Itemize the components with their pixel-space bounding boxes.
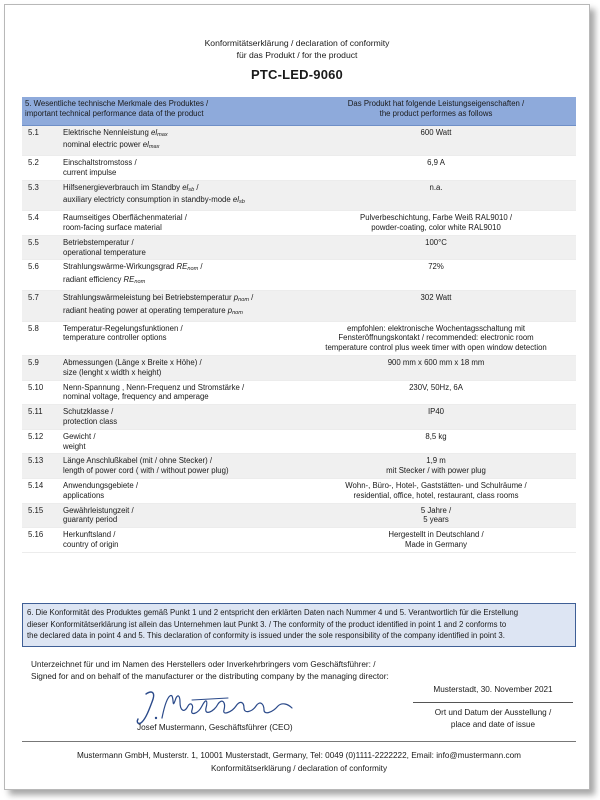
- row-label-en: weight: [63, 441, 86, 451]
- table-header-left-en: important technical performance data of the product: [25, 108, 204, 118]
- row-label: [60, 454, 296, 479]
- row-value-line: mit Stecker / with power plug: [386, 466, 486, 476]
- row-value-line: Fensteröffnungskontakt / recommended: electronic room: [338, 333, 534, 343]
- row-number: 5.15: [22, 503, 60, 528]
- row-label: [60, 380, 296, 405]
- row-number: 5.2: [22, 156, 60, 181]
- row-label: [60, 291, 296, 322]
- signed-text-en: Signed for and on behalf of the manufacturer or the distributing company by the managing director:: [31, 672, 389, 681]
- row-value-line: n.a.: [429, 182, 443, 192]
- header-subtitle-line: für das Produkt / for the product: [236, 50, 358, 60]
- row-value: [296, 156, 576, 181]
- table-row: [22, 479, 576, 504]
- row-value: [296, 454, 576, 479]
- row-label-en: temperature controller options: [63, 333, 167, 343]
- row-label-en: [63, 195, 293, 208]
- row-label-de: Gewährleistungzeit /: [63, 505, 134, 515]
- row-number: 5.9: [22, 356, 60, 381]
- signed-on-behalf-text: [31, 659, 581, 683]
- row-number: 5.7: [22, 291, 60, 322]
- row-value-line: IP40: [427, 407, 445, 417]
- table-header-left: [22, 97, 296, 125]
- row-symbol-letter: p: [233, 293, 239, 303]
- row-symbol-subscript: nom: [134, 279, 146, 286]
- row-value-line: 5 years: [423, 515, 449, 525]
- row-symbol-letter: el: [182, 182, 189, 192]
- row-value-line: 100°C: [425, 237, 447, 247]
- row-label-de: Anwendungsgebiete /: [63, 481, 138, 491]
- row-value-line: Wohn-, Büro-, Hotel-, Gaststätten- und Schulräume /: [345, 481, 527, 491]
- table-header-right-de: Das Produkt hat folgende Leistungseigenschaften /: [347, 99, 525, 108]
- row-value-line: 900 mm x 600 mm x 18 mm: [387, 358, 485, 368]
- row-label: [60, 503, 296, 528]
- row-label: [60, 429, 296, 454]
- row-number: 5.16: [22, 528, 60, 553]
- row-label-de: Herkunftsland /: [63, 530, 116, 540]
- place-date-underline: [413, 702, 573, 703]
- row-label-de: Länge Anschlußkabel (mit / ohne Stecker) /: [63, 456, 213, 466]
- row-label-en: applications: [63, 490, 105, 500]
- row-label-de: Raumseitiges Oberflächenmaterial /: [63, 213, 187, 223]
- row-label-text: radiant heating power at operating temperature: [63, 305, 228, 315]
- place-date-caption-en: place and date of issue: [450, 720, 536, 729]
- row-value: [296, 235, 576, 260]
- row-symbol-letter: el: [232, 195, 239, 205]
- row-label-de: Temperatur-Regelungsfunktionen /: [63, 323, 183, 333]
- row-number: 5.3: [22, 180, 60, 211]
- row-label-en: [63, 306, 293, 319]
- footer: [22, 749, 576, 775]
- row-value: [296, 356, 576, 381]
- row-label-text: Strahlungswärmeleistung bei Betriebstemperatur: [63, 293, 234, 303]
- row-symbol-subscript: sb: [238, 199, 245, 206]
- row-label-text: /: [198, 262, 203, 272]
- row-value: [296, 211, 576, 236]
- table-row: [22, 125, 576, 156]
- row-label-de: [63, 128, 293, 141]
- row-value-line: temperature control plus week timer with open window detection: [325, 343, 547, 353]
- row-symbol-letter: RE: [176, 262, 188, 272]
- row-value-line: 1,9 m: [426, 456, 446, 466]
- row-number: 5.1: [22, 125, 60, 156]
- row-label-text: nominal electric power: [63, 140, 143, 150]
- row-label-de: Einschaltstromstoss /: [63, 158, 137, 168]
- row-label: [60, 125, 296, 156]
- row-label: [60, 260, 296, 291]
- row-number: 5.4: [22, 211, 60, 236]
- row-label: [60, 211, 296, 236]
- product-name: PTC-LED-9060: [251, 67, 343, 82]
- row-label-de: [63, 262, 293, 275]
- row-label: [60, 235, 296, 260]
- table-row: [22, 291, 576, 322]
- row-symbol-letter: el: [150, 127, 158, 137]
- row-label: [60, 321, 296, 355]
- row-value-line: powder-coating, color white RAL9010: [371, 223, 501, 233]
- table-row: [22, 454, 576, 479]
- row-label: [60, 356, 296, 381]
- table-row: [22, 380, 576, 405]
- row-label-en: room-facing surface material: [63, 223, 162, 233]
- row-value: [296, 260, 576, 291]
- row-value: [296, 380, 576, 405]
- row-label-en: guaranty period: [63, 515, 118, 525]
- row-number: 5.14: [22, 479, 60, 504]
- row-value-line: 5 Jahre /: [420, 505, 452, 515]
- row-label-text: /: [249, 293, 254, 303]
- row-symbol: [233, 195, 245, 204]
- row-label: [60, 528, 296, 553]
- row-label: [60, 180, 296, 211]
- row-value: [296, 429, 576, 454]
- row-value-line: Pulverbeschichtung, Farbe Weiß RAL9010 /: [360, 213, 512, 223]
- table-row: [22, 528, 576, 553]
- place-date-caption-de: Ort und Datum der Ausstellung /: [434, 708, 552, 717]
- row-label-en: [63, 275, 293, 288]
- row-value: [296, 321, 576, 355]
- row-label-en: country of origin: [63, 540, 119, 549]
- row-number: 5.6: [22, 260, 60, 291]
- footer-divider: [22, 741, 576, 742]
- conformity-note-box: [22, 603, 576, 647]
- technical-data-table: [22, 97, 576, 553]
- row-symbol-subscript: sb: [188, 186, 195, 193]
- row-label-text: Hilfsenergieverbrauch im Standby: [63, 182, 183, 192]
- row-value: [296, 405, 576, 430]
- row-number: 5.11: [22, 405, 60, 430]
- row-label-de: [63, 293, 293, 306]
- row-label-de: Nenn-Spannung , Nenn-Frequenz und Stromstärke /: [63, 382, 245, 392]
- row-label-text: radiant efficiency: [63, 275, 124, 285]
- row-value: [296, 291, 576, 322]
- declaration-page: [4, 4, 590, 790]
- row-number: 5.5: [22, 235, 60, 260]
- row-value-line: 72%: [428, 262, 444, 272]
- row-value-line: residential, office, hotel, restaurant, class rooms: [353, 490, 519, 500]
- row-symbol-subscript: nom: [187, 266, 199, 273]
- row-label-en: [63, 140, 293, 153]
- row-symbol-subscript: nom: [238, 297, 249, 304]
- row-symbol-subscript: max: [148, 144, 160, 151]
- row-label-en: size (lenght x width x height): [63, 367, 162, 377]
- row-label-text: Strahlungswärme-Wirkungsgrad: [63, 262, 177, 272]
- row-value: [296, 125, 576, 156]
- row-label-de: Betriebstemperatur /: [63, 237, 134, 247]
- row-label-de: Schutzklasse /: [63, 407, 114, 417]
- row-value-line: 8,5 kg: [425, 431, 447, 441]
- table-body: [22, 125, 576, 552]
- table-row: [22, 503, 576, 528]
- row-value: [296, 528, 576, 553]
- row-label-text: /: [194, 182, 199, 192]
- row-value-line: 600 Watt: [420, 127, 452, 137]
- table-header-row: [22, 97, 576, 125]
- row-symbol-subscript: nom: [232, 309, 243, 316]
- row-label-en: protection class: [63, 417, 118, 427]
- signed-text-de: Unterzeichnet für und im Namen des Herstellers oder Inverkehrbringers vom Geschäftsführer: /: [31, 660, 376, 669]
- row-value-line: Made in Germany: [405, 540, 467, 549]
- footer-company-info: Mustermann GmbH, Musterstr. 1, 10001 Musterstadt, Germany, Tel: 0049 (0)1111-2222222, Email: info@mustermann.com: [77, 751, 521, 760]
- row-label: [60, 405, 296, 430]
- row-symbol: [177, 262, 199, 271]
- signer-name: Josef Mustermann, Geschäftsführer (CEO): [137, 723, 293, 732]
- header-title-line: Konformitätserklärung / declaration of conformity: [204, 38, 390, 48]
- table-header-right-en: the product performes as follows: [379, 108, 493, 118]
- conformity-note-line: 6. Die Konformität des Produktes gemäß Punkt 1 und 2 entspricht den erklärten Daten nach Nummer 4 und 5. Verantwortlich für die Erstellung: [27, 608, 519, 617]
- row-label-de: Gewicht /: [63, 431, 96, 441]
- row-symbol: [151, 128, 168, 137]
- conformity-note-line: dieser Konformitätserklärung ist allein das Unternehmen laut Punkt 3. / The conformity of the product identified in point 1 and 2 conforms to: [27, 619, 507, 629]
- row-number: 5.10: [22, 380, 60, 405]
- table-header-right: [296, 97, 576, 125]
- conformity-note-line: the declared data in point 4 and 5. This declaration of conformity is issued under the sole responsibility of the company identified in point 3.: [27, 631, 505, 641]
- row-symbol: [182, 183, 194, 192]
- row-symbol: [228, 306, 243, 315]
- table-row: [22, 180, 576, 211]
- row-value: [296, 503, 576, 528]
- row-label: [60, 479, 296, 504]
- table-row: [22, 211, 576, 236]
- row-symbol: [124, 275, 146, 284]
- row-number: 5.13: [22, 454, 60, 479]
- row-number: 5.12: [22, 429, 60, 454]
- row-label-text: auxiliary electricty consumption in standby-mode: [63, 195, 233, 205]
- row-symbol-letter: p: [227, 305, 233, 315]
- row-label-en: operational temperature: [63, 247, 146, 257]
- table-row: [22, 356, 576, 381]
- place-and-date: Musterstadt, 30. November 2021: [433, 685, 553, 694]
- place-date-caption: [413, 707, 573, 731]
- table-row: [22, 235, 576, 260]
- table-row: [22, 321, 576, 355]
- row-symbol: [234, 293, 249, 302]
- row-label-en: nominal voltage, frequency and amperage: [63, 392, 209, 402]
- row-value: [296, 479, 576, 504]
- row-value-line: 302 Watt: [420, 293, 452, 303]
- row-symbol: [143, 140, 160, 149]
- row-label-text: Elektrische Nennleistung: [63, 127, 151, 137]
- row-value-line: 6,9 A: [427, 158, 445, 168]
- row-label: [60, 156, 296, 181]
- row-label-de: Abmessungen (Länge x Breite x Höhe) /: [63, 358, 202, 368]
- table-row: [22, 405, 576, 430]
- row-number: 5.8: [22, 321, 60, 355]
- row-label-de: [63, 183, 293, 196]
- table-row: [22, 429, 576, 454]
- footer-document-title: Konformitätserklärung / declaration of conformity: [210, 764, 388, 773]
- row-value: [296, 180, 576, 211]
- table-header-left-de: 5. Wesentliche technische Merkmale des Produktes /: [25, 99, 209, 108]
- row-value-line: empfohlen: elektronische Wochentagsschaltung mit: [347, 323, 526, 333]
- row-symbol-letter: el: [142, 140, 149, 150]
- row-label-en: current impulse: [63, 167, 117, 177]
- row-value-line: Hergestellt in Deutschland /: [388, 530, 484, 540]
- row-label-en: length of power cord ( with / without power plug): [63, 466, 229, 476]
- handwritten-signature: [132, 688, 312, 728]
- table-row: [22, 156, 576, 181]
- row-symbol-subscript: max: [157, 131, 168, 138]
- row-symbol-letter: RE: [123, 275, 135, 285]
- row-value-line: 230V, 50Hz, 6A: [409, 382, 463, 392]
- table-row: [22, 260, 576, 291]
